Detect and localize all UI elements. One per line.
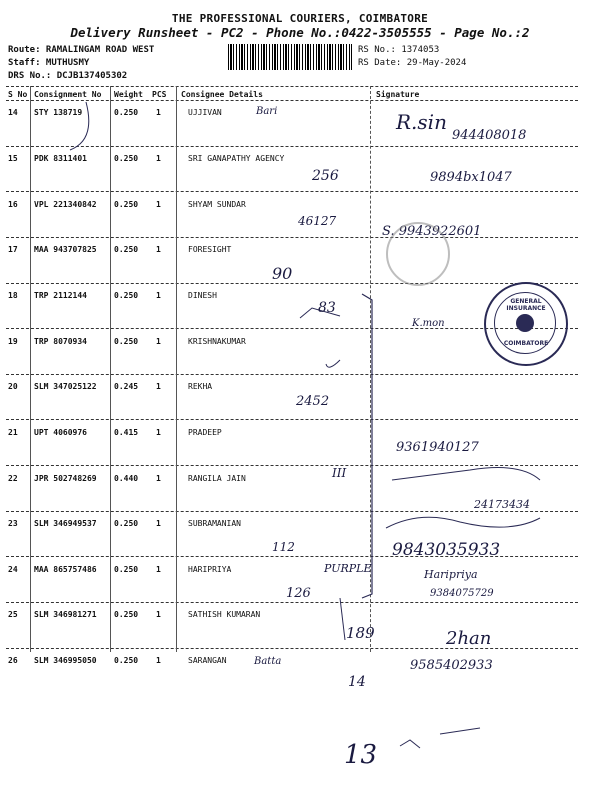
row-sno: 23 — [8, 519, 18, 528]
route-label: Route: RAMALINGAM ROAD WEST — [8, 45, 155, 55]
row-pcs: 1 — [156, 428, 161, 437]
handwritten-phone: 9585402933 — [410, 658, 493, 673]
column-header-pcs: PCS — [152, 90, 167, 99]
row-consignee: SATHISH KUMARAN — [188, 610, 261, 619]
row-consignee: SHYAM SUNDAR — [188, 200, 246, 209]
column-header-signature: Signature — [376, 90, 420, 99]
row-consignee: KRISHNAKUMAR — [188, 337, 246, 346]
row-consignee: FORESIGHT — [188, 245, 232, 254]
row-consignment: MAA 865757486 — [34, 565, 97, 574]
row-weight: 0.250 — [114, 154, 139, 163]
handwritten-note: 112 — [272, 540, 295, 554]
company-title: THE PROFESSIONAL COURIERS, COIMBATORE — [171, 12, 429, 25]
stamp-faint — [386, 222, 450, 286]
row-pcs: 1 — [156, 200, 161, 209]
row-sno: 14 — [8, 108, 18, 117]
row-weight: 0.250 — [114, 610, 139, 619]
row-consignment: TRP 8070934 — [34, 337, 87, 346]
row-consignment: SLM 346995050 — [34, 656, 97, 665]
handwritten-note: 126 — [286, 586, 311, 601]
handwritten-signature: K.mon — [412, 318, 445, 329]
rs-date: RS Date: 29-May-2024 — [358, 58, 467, 68]
handwritten-note: 13 — [344, 740, 378, 770]
stamp-text: GENERAL INSURANCE — [506, 298, 546, 312]
handwritten-note: Bari — [256, 106, 278, 117]
handwritten-signature: R.sin — [396, 110, 447, 134]
row-consignee: HARIPRIYA — [188, 565, 232, 574]
row-consignee: RANGILA JAIN — [188, 474, 246, 483]
row-sno: 24 — [8, 565, 18, 574]
row-consignee: UJJIVAN — [188, 108, 222, 117]
column-header-weight: Weight — [114, 90, 143, 99]
row-consignment: UPT 4060976 — [34, 428, 87, 437]
handwritten-phone: 9843035933 — [392, 540, 501, 560]
row-pcs: 1 — [156, 610, 161, 619]
row-pcs: 1 — [156, 382, 161, 391]
row-weight: 0.415 — [114, 428, 139, 437]
handwritten-note: III — [332, 466, 347, 480]
row-consignee: PRADEEP — [188, 428, 222, 437]
column-header-consignee: Consignee Details — [181, 90, 263, 99]
row-pcs: 1 — [156, 474, 161, 483]
stamp-emblem-icon — [516, 314, 534, 332]
handwritten-phone: 24173434 — [474, 498, 530, 511]
insurance-stamp — [484, 282, 568, 366]
row-weight: 0.250 — [114, 200, 139, 209]
row-weight: 0.250 — [114, 337, 139, 346]
staff-label: Staff: MUTHUSMY — [8, 58, 90, 68]
row-weight: 0.250 — [114, 245, 139, 254]
row-weight: 0.250 — [114, 291, 139, 300]
row-sno: 21 — [8, 428, 18, 437]
row-consignment: VPL 221340842 — [34, 200, 97, 209]
row-weight: 0.250 — [114, 656, 139, 665]
handwritten-phone: 9361940127 — [396, 440, 479, 455]
row-consignee: SUBRAMANIAN — [188, 519, 241, 528]
row-weight: 0.250 — [114, 565, 139, 574]
row-consignment: SLM 346981271 — [34, 610, 97, 619]
row-pcs: 1 — [156, 519, 161, 528]
row-sno: 17 — [8, 245, 18, 254]
handwritten-phone: 9384075729 — [430, 588, 494, 599]
row-consignment: SLM 346949537 — [34, 519, 97, 528]
handwritten-note: 14 — [348, 674, 366, 690]
row-pcs: 1 — [156, 656, 161, 665]
row-consignment: MAA 943707825 — [34, 245, 97, 254]
column-header-sno: S No — [8, 90, 28, 99]
handwritten-signature: Haripriya — [424, 568, 478, 581]
handwritten-note: 90 — [272, 264, 293, 283]
row-consignment: TRP 2112144 — [34, 291, 87, 300]
row-weight: 0.250 — [114, 519, 139, 528]
row-sno: 19 — [8, 337, 18, 346]
row-consignee: REKHA — [188, 382, 213, 391]
row-weight: 0.250 — [114, 108, 139, 117]
handwritten-note: 2452 — [296, 394, 330, 409]
handwritten-note: 189 — [346, 624, 375, 642]
row-consignee: DINESH — [188, 291, 217, 300]
row-consignee: SRI GANAPATHY AGENCY — [188, 154, 285, 163]
handwritten-signature: 2han — [446, 628, 492, 649]
row-sno: 15 — [8, 154, 18, 163]
row-consignee: SARANGAN — [188, 656, 227, 665]
row-pcs: 1 — [156, 565, 161, 574]
row-weight: 0.440 — [114, 474, 139, 483]
row-pcs: 1 — [156, 154, 161, 163]
rs-number: RS No.: 1374053 — [358, 45, 440, 55]
row-sno: 25 — [8, 610, 18, 619]
row-pcs: 1 — [156, 108, 161, 117]
row-sno: 18 — [8, 291, 18, 300]
handwritten-phone: S. 9943922601 — [382, 224, 482, 239]
row-consignment: SLM 347025122 — [34, 382, 97, 391]
row-pcs: 1 — [156, 337, 161, 346]
handwritten-phone: 944408018 — [452, 128, 527, 143]
row-pcs: 1 — [156, 291, 161, 300]
handwritten-note: 256 — [312, 168, 339, 184]
handwritten-note: 83 — [318, 300, 336, 316]
row-consignment: STY 138719 — [34, 108, 83, 117]
runsheet-title: Delivery Runsheet - PC2 - Phone No.:0422-3505555 - Page No.:2 — [70, 25, 530, 40]
row-pcs: 1 — [156, 245, 161, 254]
column-header-consignment: Consignment No — [34, 90, 102, 99]
row-weight: 0.245 — [114, 382, 139, 391]
handwritten-note: PURPLE — [324, 562, 372, 575]
row-sno: 22 — [8, 474, 18, 483]
handwritten-phone: 9894bx1047 — [430, 170, 512, 185]
row-sno: 16 — [8, 200, 18, 209]
handwritten-note: 46127 — [298, 214, 337, 228]
row-consignment: JPR 502748269 — [34, 474, 97, 483]
stamp-city: COIMBATORE — [503, 340, 549, 347]
row-sno: 20 — [8, 382, 18, 391]
row-sno: 26 — [8, 656, 18, 665]
row-consignment: PDK 8311401 — [34, 154, 87, 163]
handwritten-note: Batta — [254, 656, 282, 667]
drs-label: DRS No.: DCJB137405302 — [8, 71, 128, 81]
